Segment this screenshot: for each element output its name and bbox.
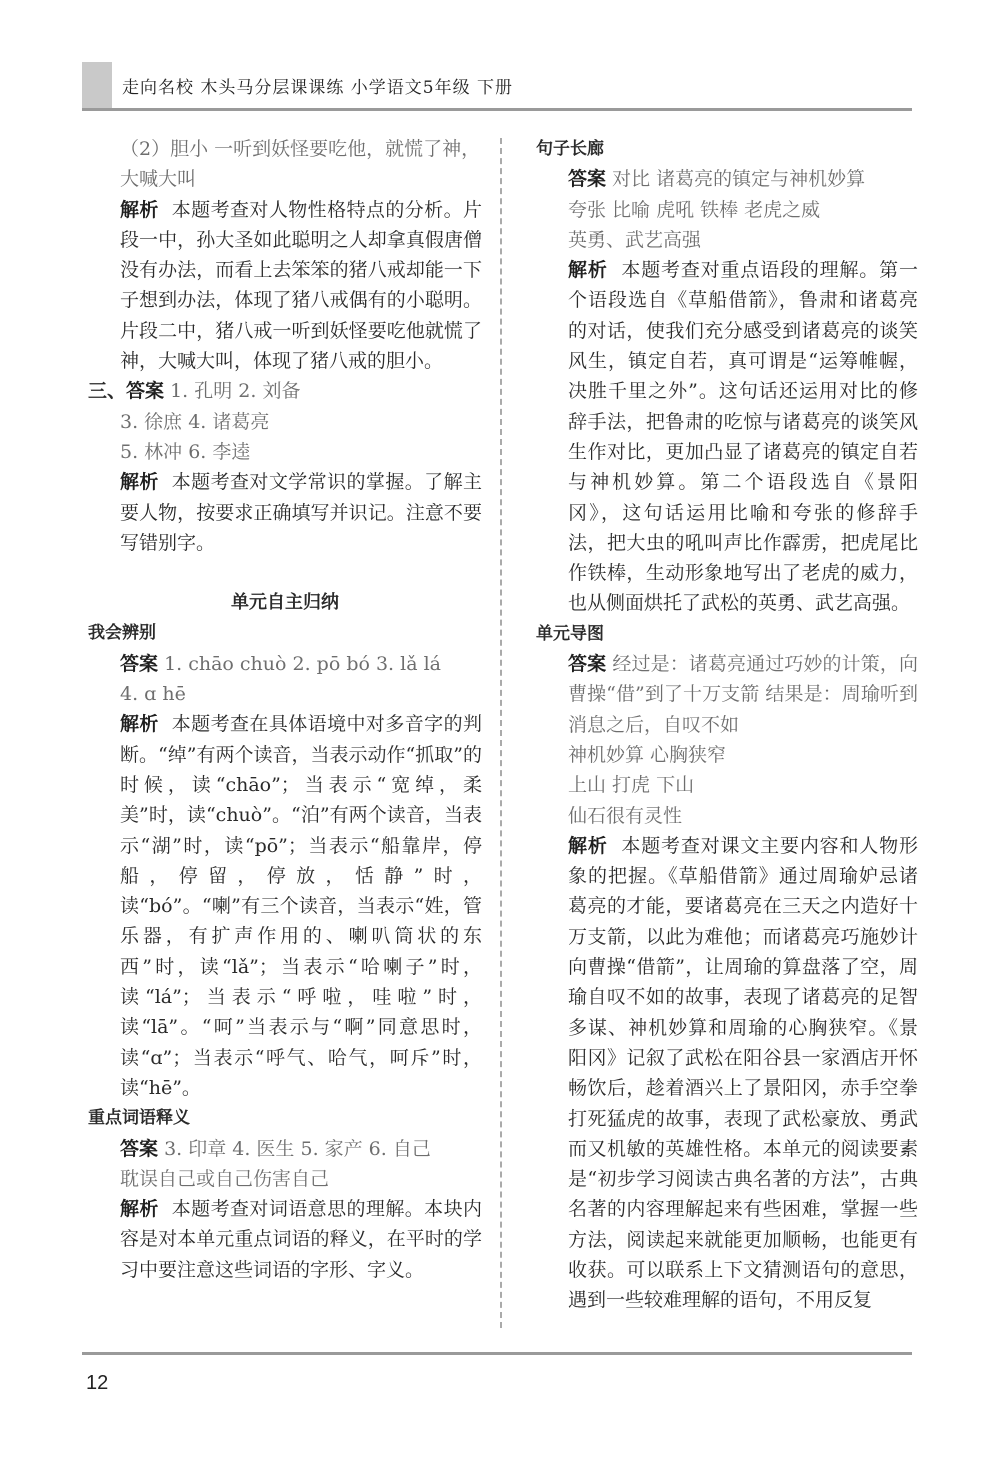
juzi-block	[536, 134, 918, 619]
daotu-block	[536, 619, 918, 1316]
juzi-answer	[536, 164, 918, 194]
daotu-title: 单元导图	[536, 623, 604, 644]
page-number: 12	[86, 1372, 109, 1394]
analysis-label: 解析	[568, 259, 608, 282]
header-rule	[82, 108, 912, 111]
daotu-answer-line-2: 神机妙算 心胸狭窄	[568, 743, 727, 766]
part2-block	[88, 134, 482, 376]
ciyu-answer-1: 3. 印章 4. 医生 5. 家产 6. 自己	[164, 1137, 431, 1160]
daotu-answer-1: 经过是：诸葛亮通过巧妙的计策，向曹操“借”到了十万支箭 结果是：周瑜听到消息之后，自叹不如	[568, 653, 918, 736]
left-column	[88, 134, 482, 1285]
part3-answer-line-3: 5. 林冲 6. 李逵	[120, 440, 251, 463]
analysis-label: 解析	[120, 471, 159, 494]
part3-number: 三、	[88, 380, 127, 403]
answer-label: 答案	[126, 380, 165, 403]
ciyu-block	[88, 1103, 482, 1285]
ciyu-analysis-text: 本题考查对词语意思的理解。本块内容是对本单元重点词语的释义，在平时的学习中要注意这些词语的字形、字义。	[120, 1198, 482, 1281]
daotu-analysis-text: 本题考查对课文主要内容和人物形象的把握。《草船借箭》通过周瑜妒忌诸葛亮的才能，要诸葛亮在三天之内造好十万支箭，以此为难他；而诸葛亮巧施妙计向曹操“借箭”，让周瑜的算盘落了空，周瑜自叹不如的故事，表现了诸葛亮的足智多谋、神机妙算和周瑜的心胸狭窄。《景阳冈》记叙了武松在阳谷县一家酒店开怀畅饮后，趁着酒兴上了景阳冈，赤手空拳打死猛虎的故事，表现了武松豪放、勇武而又机敏的英雄性格。本单元的阅读要素是“初步学习阅读古典名著的方法”，古典名著的内容理解起来有些困难，掌握一些方法，阅读起来就能更加顺畅，也能更有收获。可以联系上下文猜测语句的意思，遇到一些较难理解的语句，不用反复	[568, 834, 918, 1312]
answer-label: 答案	[120, 1137, 159, 1160]
juzi-analysis	[536, 255, 918, 619]
part3-block	[88, 376, 482, 558]
right-column	[536, 134, 918, 1316]
juzi-answer-1: 对比 诸葛亮的镇定与神机妙算	[612, 168, 866, 191]
part3-analysis-text: 本题考查对文学常识的掌握。了解主要人物，按要求正确填写并识记。注意不要写错别字。	[120, 471, 482, 554]
header-title: 走向名校 木头马分层课课练 小学语文5年级 下册	[122, 78, 514, 98]
analysis-label: 解析	[120, 198, 159, 221]
biansheng-analysis	[88, 709, 482, 1103]
analysis-label: 解析	[568, 834, 608, 857]
biansheng-title: 我会辨别	[88, 623, 156, 644]
ciyu-analysis	[88, 1194, 482, 1285]
juzi-title: 句子长廊	[536, 139, 604, 159]
header-gray-block	[82, 62, 112, 108]
biansheng-analysis-text: 本题考查在具体语境中对多音字的判断。“绰”有两个读音，当表示动作“抓取”的时候，读“chāo”；当表示“宽绰，柔美”时，读“chuò”。“泊”有两个读音，当表示“湖”时，读“pō”；当表示“船靠岸，停船，停留，停放，恬静”时，读“bó”。“喇”有三个读音，当表示“姓，管乐器，有扩声作用的、喇叭筒状的东西”时，读“lǎ”；当表示“哈喇子”时，读“lá”；当表示“呼啦，哇啦”时，读“lā”。“呵”当表示与“啊”同意思时，读“ɑ”；当表示“呼气、哈气，呵斥”时，读“hē”。	[120, 713, 482, 1099]
daotu-answer	[536, 649, 918, 740]
analysis-label: 解析	[120, 1198, 159, 1221]
juzi-answer-line-3: 英勇、武艺高强	[568, 228, 702, 251]
answer-label: 答案	[568, 168, 607, 191]
part3-answer-1: 1. 孔明 2. 刘备	[170, 380, 301, 403]
part2-answer-line-2: 大喊大叫	[120, 168, 197, 191]
answer-label: 答案	[120, 652, 159, 675]
footer-rule	[82, 1352, 912, 1355]
part3-answer-line-1	[88, 376, 482, 406]
ciyu-answer	[88, 1134, 482, 1164]
daotu-answer-line-3: 上山 打虎 下山	[568, 774, 695, 797]
answer-label: 答案	[568, 653, 607, 676]
biansheng-block	[88, 618, 482, 1103]
page-header	[82, 62, 912, 108]
analysis-label: 解析	[120, 713, 159, 736]
part3-analysis	[88, 467, 482, 558]
daotu-answer-line-4: 仙石很有灵性	[568, 804, 683, 827]
biansheng-answer	[88, 649, 482, 679]
biansheng-answer-line-2: 4. ɑ hē	[120, 683, 186, 706]
part2-answer-line-1: （2）胆小 一听到妖怪要吃他，就慌了神，	[120, 138, 481, 160]
ciyu-answer-line-2: 耽误自己或自己伤害自己	[120, 1167, 330, 1190]
part2-analysis-text: 本题考查对人物性格特点的分析。片段一中，孙大圣如此聪明之人却拿真假唐僧没有办法，而看上去笨笨的猪八戒却能一下子想到办法，体现了猪八戒偶有的小聪明。片段二中，猪八戒一听到妖怪要吃他就慌了神，大喊大叫，体现了猪八戒的胆小。	[120, 198, 482, 373]
part3-answer-line-2: 3. 徐庶 4. 诸葛亮	[120, 410, 270, 433]
part2-analysis	[88, 195, 482, 377]
unit-title: 单元自主归纳	[231, 592, 339, 614]
ciyu-title: 重点词语释义	[88, 1108, 190, 1129]
column-divider	[500, 138, 502, 1328]
biansheng-answer-1: 1. chāo chuò 2. pō bó 3. lǎ lá	[164, 652, 441, 675]
juzi-analysis-text: 本题考查对重点语段的理解。第一个语段选自《草船借箭》，鲁肃和诸葛亮的对话，使我们充分感受到诸葛亮的谈笑风生，镇定自若，真可谓是“运筹帷幄，决胜千里之外”。这句话还运用对比的修辞手法，把鲁肃的吃惊与诸葛亮的谈笑风生作对比，更加凸显了诸葛亮的镇定自若与神机妙算。第二个语段选自《景阳冈》，这句话运用比喻和夸张的修辞手法，把大虫的吼叫声比作霹雳，把虎尾比作铁棒，生动形象地写出了老虎的威力，也从侧面烘托了武松的英勇、武艺高强。	[568, 259, 918, 615]
juzi-answer-line-2: 夸张 比喻 虎吼 铁棒 老虎之威	[568, 198, 821, 221]
daotu-analysis	[536, 831, 918, 1316]
